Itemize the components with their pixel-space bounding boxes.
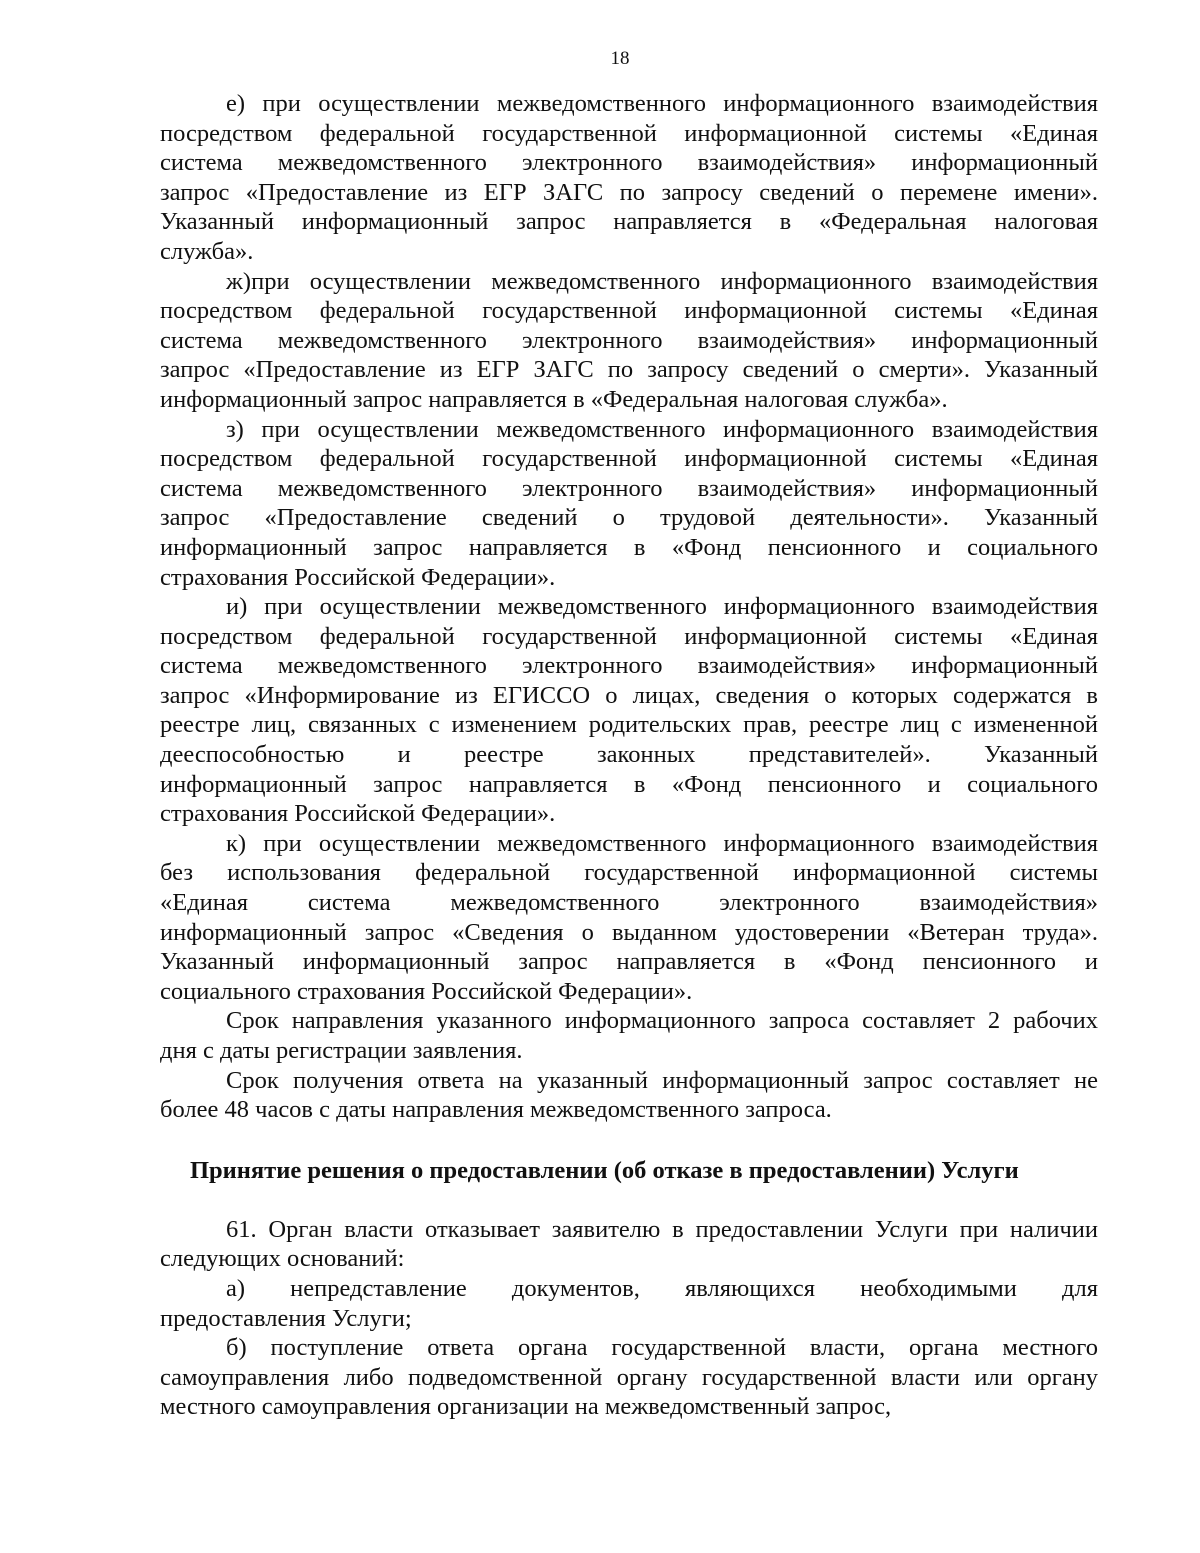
paragraph	[160, 415, 1098, 593]
text-line: Срок направления указанного информационного запроса составляет 2 рабочих	[226, 1007, 1098, 1035]
text-line: б) поступление ответа органа государственной власти, органа местного	[226, 1334, 1098, 1362]
page-number: 18	[610, 48, 630, 69]
text-line: самоуправления либо подведомственной органу государственной власти или органу	[160, 1363, 1098, 1391]
paragraph	[160, 1274, 1098, 1333]
paragraph	[160, 267, 1098, 415]
text-line: посредством федеральной государственной информационной системы «Единая	[160, 445, 1098, 473]
text-line: 61. Орган власти отказывает заявителю в предоставлении Услуги при наличии	[226, 1215, 1098, 1243]
text-line: система межведомственного электронного взаимодействия» информационный	[160, 149, 1098, 177]
text-line: Указанный информационный запрос направляется в «Фонд пенсионного и	[160, 948, 1098, 976]
text-line: запрос «Предоставление из ЕГР ЗАГС по запросу сведений о перемене имени».	[160, 178, 1098, 206]
paragraph	[160, 1006, 1098, 1065]
text-line: посредством федеральной государственной информационной системы «Единая	[160, 297, 1098, 325]
text-line: страхования Российской Федерации».	[160, 800, 556, 828]
text-line: запрос «Предоставление из ЕГР ЗАГС по запросу сведений о смерти». Указанный	[160, 356, 1098, 384]
document-body	[160, 89, 1098, 1422]
text-line: дееспособностью и реестре законных представителей». Указанный	[160, 741, 1098, 769]
text-line: более 48 часов с даты направления межведомственного запроса.	[160, 1096, 832, 1124]
text-line: «Единая система межведомственного электронного взаимодействия»	[160, 889, 1098, 917]
text-line: Срок получения ответа на указанный информационный запрос составляет не	[226, 1066, 1098, 1094]
text-line: без использования федеральной государственной информационной системы	[160, 859, 1098, 887]
text-line: Указанный информационный запрос направляется в «Федеральная налоговая	[160, 208, 1098, 236]
text-line: реестре лиц, связанных с изменением родительских прав, реестре лиц с измененной	[160, 711, 1098, 739]
text-line: местного самоуправления организации на межведомственный запрос,	[160, 1393, 892, 1421]
paragraph	[160, 1215, 1098, 1274]
paragraph	[160, 592, 1098, 829]
text-line: система межведомственного электронного взаимодействия» информационный	[160, 326, 1098, 354]
text-line: з) при осуществлении межведомственного информационного взаимодействия	[226, 415, 1098, 443]
text-line: социального страхования Российской Федерации».	[160, 977, 693, 1005]
paragraph	[160, 89, 1098, 267]
text-line: запрос «Предоставление сведений о трудовой деятельности». Указанный	[160, 504, 1098, 532]
text-line: следующих оснований:	[160, 1245, 405, 1273]
text-line: посредством федеральной государственной информационной системы «Единая	[160, 119, 1098, 147]
text-line: информационный запрос направляется в «Федеральная налоговая служба».	[160, 385, 948, 413]
paragraph	[160, 829, 1098, 1007]
section-heading: Принятие решения о предоставлении (об отказе в предоставлении) Услуги	[190, 1156, 1019, 1184]
text-line: ж)при осуществлении межведомственного информационного взаимодействия	[226, 267, 1098, 295]
text-line: дня с даты регистрации заявления.	[160, 1037, 523, 1064]
text-line: е) при осуществлении межведомственного информационного взаимодействия	[226, 90, 1098, 117]
text-line: информационный запрос «Сведения о выданном удостоверении «Ветеран труда».	[160, 918, 1098, 946]
paragraphs-top	[160, 89, 1098, 1125]
text-line: страхования Российской Федерации».	[160, 563, 556, 591]
paragraph	[160, 1333, 1098, 1422]
text-line: а) непредставление документов, являющихся необходимыми для	[226, 1274, 1098, 1302]
text-line: запрос «Информирование из ЕГИССО о лицах, сведения о которых содержатся в	[160, 681, 1098, 709]
text-line: посредством федеральной государственной информационной системы «Единая	[160, 622, 1098, 650]
paragraph	[160, 1066, 1098, 1125]
text-line: система межведомственного электронного взаимодействия» информационный	[160, 652, 1098, 680]
text-line: предоставления Услуги;	[160, 1304, 412, 1332]
text-line: информационный запрос направляется в «Фонд пенсионного и социального	[160, 770, 1098, 798]
text-line: информационный запрос направляется в «Фонд пенсионного и социального	[160, 533, 1098, 561]
paragraphs-bottom	[160, 1215, 1098, 1422]
text-line: система межведомственного электронного взаимодействия» информационный	[160, 474, 1098, 502]
text-line: и) при осуществлении межведомственного информационного взаимодействия	[226, 593, 1098, 621]
text-line: к) при осуществлении межведомственного информационного взаимодействия	[226, 829, 1098, 857]
text-line: служба».	[160, 237, 254, 265]
